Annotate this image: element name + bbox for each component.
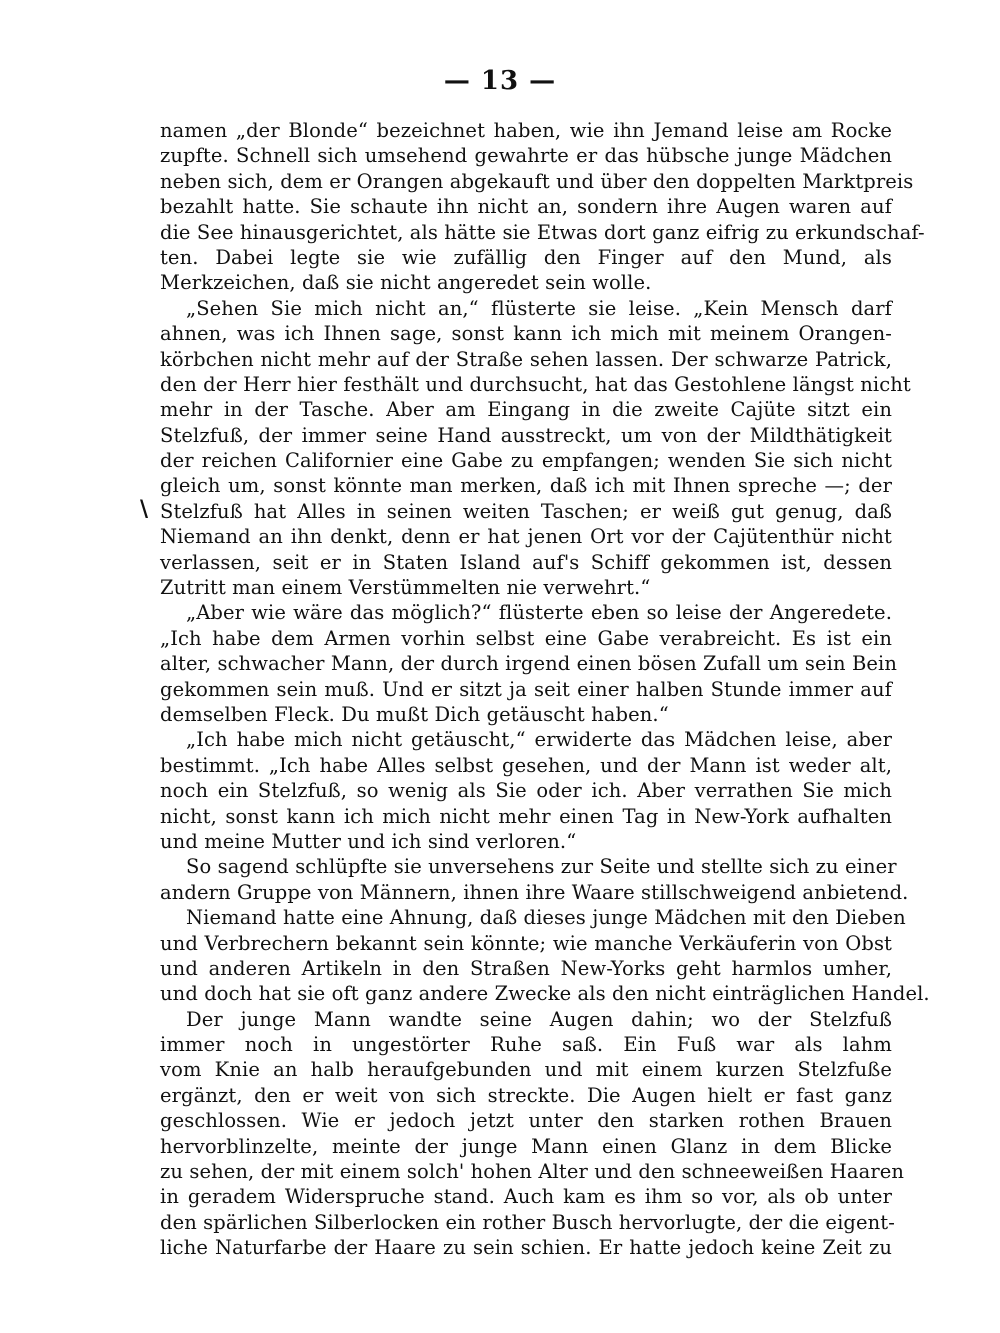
- text-line: gleich um, sonst könnte man merken, daß ich mit Ihnen spreche —; der: [160, 474, 892, 498]
- text-line: „Sehen Sie mich nicht an,“ flüsterte sie leise. „Kein Mensch darf: [186, 296, 892, 320]
- text-line: der reichen Californier eine Gabe zu empfangen; wenden Sie sich nicht: [160, 449, 892, 473]
- text-line: So sagend schlüpfte sie unversehens zur Seite und stellte sich zu einer: [186, 855, 897, 879]
- page-number: — 13 —: [443, 66, 557, 96]
- text-line: die See hinausgerichtet, als hätte sie Etwas dort ganz eifrig zu erkundschaf-: [160, 220, 925, 244]
- text-line: „Ich habe dem Armen vorhin selbst eine Gabe verabreicht. Es ist ein: [160, 626, 892, 650]
- text-line: gekommen sein muß. Und er sitzt ja seit einer halben Stunde immer auf: [160, 677, 892, 701]
- text-line: geschlossen. Wie er jedoch jetzt unter den starken rothen Brauen: [160, 1109, 892, 1133]
- text-line: Niemand an ihn denkt, denn er hat jenen Ort vor der Cajütenthür nicht: [160, 525, 892, 549]
- text-line: verlassen, seit er in Staten Island auf's Schiff gekommen ist, dessen: [160, 550, 892, 574]
- text-line: Zutritt man einem Verstümmelten nie verwehrt.“: [160, 576, 651, 600]
- text-line: ergänzt, den er weit von sich streckte. Die Augen hielt er fast ganz: [160, 1083, 892, 1107]
- text-line: immer noch in ungestörter Ruhe saß. Ein Fuß war als lahm: [160, 1033, 892, 1057]
- text-line: Niemand hatte eine Ahnung, daß dieses junge Mädchen mit den Dieben: [186, 906, 906, 930]
- text-line: alter, schwacher Mann, der durch irgend einen bösen Zufall um sein Bein: [160, 652, 898, 676]
- text-line: ahnen, was ich Ihnen sage, sonst kann ich mich mit meinem Orangen-: [160, 322, 892, 346]
- text-line: Merkzeichen, daß sie nicht angeredet sein wolle.: [160, 271, 652, 295]
- text-line: und Verbrechern bekannt sein könnte; wie manche Verkäuferin von Obst: [160, 931, 892, 955]
- text-line: hervorblinzelte, meinte der junge Mann einen Glanz in dem Blicke: [160, 1134, 892, 1158]
- text-line: zupfte. Schnell sich umsehend gewahrte er das hübsche junge Mädchen: [160, 144, 892, 168]
- text-line: vom Knie an halb heraufgebunden und mit einem kurzen Stelzfuße: [160, 1058, 892, 1082]
- text-line: den der Herr hier festhält und durchsucht, hat das Gestohlene längst nicht: [160, 372, 911, 396]
- text-line: neben sich, dem er Orangen abgekauft und über den doppelten Marktpreis: [160, 169, 914, 193]
- text-line: körbchen nicht mehr auf der Straße sehen lassen. Der schwarze Patrick,: [160, 347, 892, 371]
- text-line: und meine Mutter und ich sind verloren.“: [160, 829, 577, 853]
- text-line: „Ich habe mich nicht getäuscht,“ erwiderte das Mädchen leise, aber: [186, 728, 892, 752]
- text-line: „Aber wie wäre das möglich?“ flüsterte eben so leise der Angeredete.: [186, 601, 892, 625]
- text-line: den spärlichen Silberlocken ein rother Busch hervorlugte, der die eigent-: [160, 1210, 895, 1234]
- text-line: ten. Dabei legte sie wie zufällig den Finger auf den Mund, als: [160, 245, 892, 269]
- text-line: noch ein Stelzfuß, so wenig als Sie oder ich. Aber verrathen Sie mich: [160, 779, 892, 803]
- text-line: bestimmt. „Ich habe Alles selbst gesehen, und der Mann ist weder alt,: [160, 753, 892, 777]
- text-line: und doch hat sie oft ganz andere Zwecke als den nicht einträglichen Handel.: [160, 982, 930, 1006]
- text-line: bezahlt hatte. Sie schaute ihn nicht an, sondern ihre Augen waren auf: [160, 195, 892, 219]
- text-line: demselben Fleck. Du mußt Dich getäuscht haben.“: [160, 702, 669, 726]
- text-line: Der junge Mann wandte seine Augen dahin; wo der Stelzfuß: [186, 1007, 892, 1031]
- text-line: und anderen Artikeln in den Straßen New-Yorks geht harmlos umher,: [160, 956, 892, 980]
- body-text: [160, 118, 930, 1261]
- text-line: zu sehen, der mit einem solch' hohen Alter und den schneeweißen Haaren: [160, 1160, 905, 1184]
- text-line: andern Gruppe von Männern, ihnen ihre Waare stillschweigend anbietend.: [160, 880, 909, 904]
- text-line: in geradem Widerspruche stand. Auch kam es ihm so vor, als ob unter: [160, 1185, 892, 1209]
- text-line: Stelzfuß hat Alles in seinen weiten Taschen; er weiß gut genug, daß: [160, 499, 892, 523]
- text-line: namen „der Blonde“ bezeichnet haben, wie ihn Jemand leise am Rocke: [160, 119, 892, 142]
- text-line: Stelzfuß, der immer seine Hand ausstreckt, um von der Mildthätigkeit: [160, 423, 892, 447]
- text-line: mehr in der Tasche. Aber am Eingang in die zweite Cajüte sitzt ein: [160, 398, 892, 422]
- text-line: liche Naturfarbe der Haare zu sein schien. Er hatte jedoch keine Zeit zu: [160, 1236, 892, 1260]
- text-line: nicht, sonst kann ich mich nicht mehr einen Tag in New-York aufhalten: [160, 804, 892, 828]
- margin-mark: \: [140, 496, 149, 522]
